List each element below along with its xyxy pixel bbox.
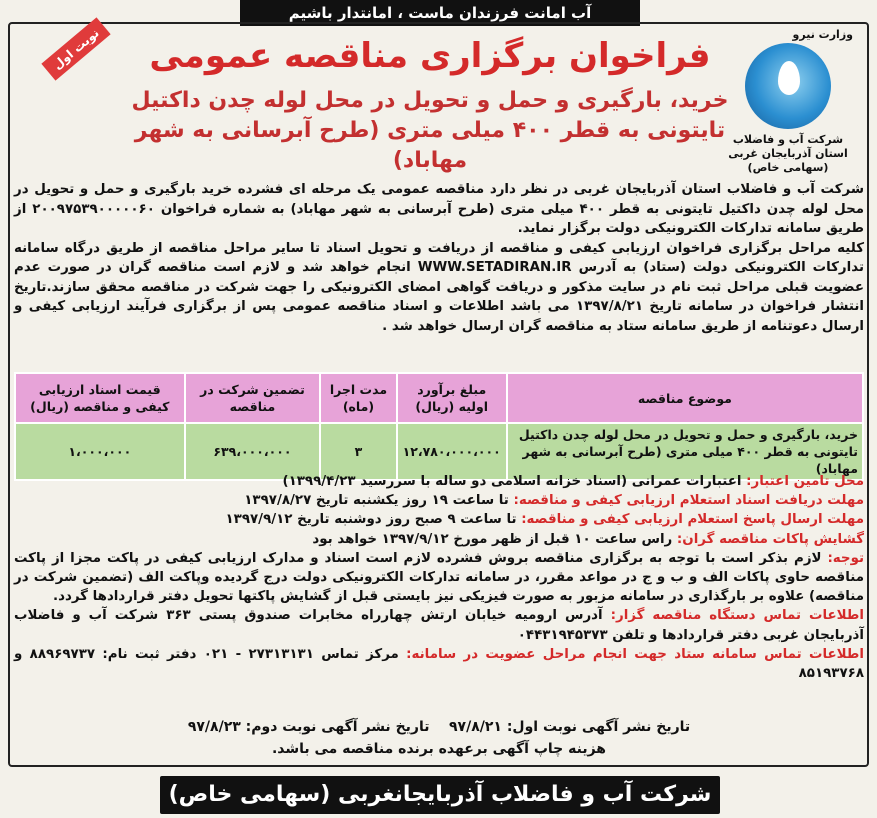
note-text: لازم بذکر است با توجه به برگزاری مناقصه بروش فشرده لازم است اسناد و مدارک ارزیابی کیفی در پاکت مجزا از پاکت مناقصه حاوی پاکات الف و ب و ج در مواعد مقرر، در سامانه تدارکات الکترونیکی دولت درج گردیده وپاکت الف (تضمین شرکت در مناقصه) علاوه بر بارگذاری در سامانه مزبور به صورت فیزیکی نیز بایستی قبل از گشایش پاکتها تحویل دفتر قراردادها گردد. <box>14 550 864 605</box>
cell-duration: ۳ <box>320 423 396 480</box>
header-estimate: مبلغ برآورد اولیه (ریال) <box>397 373 507 423</box>
submit-deadline-text: تا ساعت ۹ صبح روز دوشنبه تاریخ ۱۳۹۷/۹/۱۲ <box>225 512 522 528</box>
receive-deadline-row <box>14 491 864 510</box>
cell-subject: خرید، بارگیری و حمل و تحویل در محل لوله چدن داکتیل تایتونی به قطر ۴۰۰ میلی متری (طرح آبرسانی به شهر مهاباد) <box>507 423 863 480</box>
setad-contact-row <box>14 645 864 683</box>
company-name-line1: شرکت آب و فاضلاب <box>732 133 844 146</box>
header-guarantee: تضمین شرکت در مناقصه <box>185 373 321 423</box>
publication-info <box>14 716 864 760</box>
funding-row <box>14 472 864 491</box>
company-name-line2: استان آذربایجان غربی <box>728 147 848 160</box>
note-label: توجه: <box>827 550 864 566</box>
header-doc-price: قیمت اسناد ارزیابی کیفی و مناقصه (ریال) <box>15 373 185 423</box>
subtitle-line1: خرید، بارگیری و حمل و تحویل در محل لوله چدن داکتیل <box>131 88 729 113</box>
second-publication-date: تاریخ نشر آگهی نوبت دوم: ۹۷/۸/۲۳ <box>187 719 430 735</box>
cell-doc-price: ۱،۰۰۰،۰۰۰ <box>15 423 185 480</box>
cell-estimate: ۱۲،۷۸۰،۰۰۰،۰۰۰ <box>397 423 507 480</box>
opening-row <box>14 530 864 549</box>
bottom-banner: شرکت آب و فاضلاب آذربایجانغربی (سهامی خاص) <box>160 776 720 814</box>
funding-text: اعتبارات عمرانی (اسناد خزانه اسلامی دو ساله با سررسید ۱۳۹۹/۴/۲۳) <box>282 474 747 489</box>
setad-contact-text: مرکز تماس ۲۷۳۱۳۱۳۱ - ۰۲۱ دفتر ثبت نام: ۸۸۹۶۹۷۳۷ و ۸۵۱۹۳۷۶۸ <box>14 646 864 682</box>
first-publication-date: تاریخ نشر آگهی نوبت اول: ۹۷/۸/۲۱ <box>449 719 691 735</box>
submit-deadline-row <box>14 510 864 529</box>
notice-details <box>14 472 864 683</box>
notice-title: فراخوان برگزاری مناقصه عمومی <box>149 36 711 76</box>
water-drop-logo-icon <box>745 43 831 129</box>
publication-dates <box>14 716 864 738</box>
subtitle-line2: تایتونی به قطر ۴۰۰ میلی متری (طرح آبرسانی به شهر مهاباد) <box>134 118 726 173</box>
paragraph-intro: شرکت آب و فاضلاب استان آذربایجان غربی در نظر دارد مناقصه عمومی یک مرحله ای فشرده خرید بارگیری و حمل و تحویل در محل لوله چدن داکتیل تایتونی به قطر ۴۰۰ میلی متری (طرح آبرسانی به شهر مهاباد) به شماره فراخوان ۲۰۰۹۷۵۳۹۰۰۰۰۰۶۰ از طریق سامانه تدارکات الکترونیکی دولت برگزار نماید. <box>14 182 865 236</box>
first-publication-ribbon: نوبت اول <box>41 17 110 80</box>
setad-contact-label: اطلاعات تماس سامانه ستاد جهت انجام مراحل عضویت در سامانه: <box>406 646 865 662</box>
paragraph-procedure: کلیه مراحل برگزاری فراخوان ارزیابی کیفی و مناقصه از دریافت و تحویل اسناد تا سایر مراحل مناقصه از طریق درگاه سامانه تدارکات الکترونیکی دولت (ستاد) به آدرس WWW.SETADIRAN.IR انجام خواهد شد و لازم است مناقصه گران در صورت عدم عضویت قبلی مراحل ثبت نام در سایت مذکور و دریافت گواهی امضای الکترونیکی را جهت شرکت در مناقصه محقق سازند.تاریخ انتشار فراخوان در سامانه تاریخ ۱۳۹۷/۸/۲۱ می باشد اطلاعات و اسناد مناقصه عمومی پس از برگزاری فرآیند ارزیابی کیفی و ارسال دعوتنامه از طریق سامانه ستاد به مناقصه گران ارسال خواهد شد . <box>14 240 864 334</box>
publication-cost: هزینه چاپ آگهی برعهده برنده مناقصه می باشد. <box>271 741 607 757</box>
notice-subtitle <box>120 86 740 176</box>
notice-body <box>14 180 864 336</box>
opening-label: گشایش پاکات مناقصه گران: <box>676 531 864 547</box>
ministry-label: وزارت نیرو <box>792 28 853 41</box>
header-duration: مدت اجرا (ماه) <box>320 373 396 423</box>
submit-deadline-label: مهلت ارسال پاسخ استعلام ارزیابی کیفی و مناقصه: <box>521 512 864 528</box>
receive-deadline-text: تا ساعت ۱۹ روز یکشنبه تاریخ ۱۳۹۷/۸/۲۷ <box>244 493 514 509</box>
receive-deadline-label: مهلت دریافت اسناد استعلام ارزیابی کیفی و مناقصه: <box>513 493 864 509</box>
table-header-row <box>15 373 863 423</box>
contact-row <box>14 606 864 644</box>
top-banner: آب امانت فرزندان ماست ، امانتدار باشیم <box>240 0 640 26</box>
funding-label: محل تامین اعتبار: <box>746 474 864 489</box>
contact-label: اطلاعات تماس دستگاه مناقصه گزار: <box>610 608 865 624</box>
contact-text: آدرس ارومیه خیابان ارتش چهارراه مخابرات صندوق پستی ۳۶۳ شرکت آب و فاضلاب آذربایجان غربی دفتر قراردادها و تلفن ۰۴۴۳۱۹۴۵۳۷۳ <box>14 608 864 643</box>
opening-text: راس ساعت ۱۰ قبل از ظهر مورخ ۱۳۹۷/۹/۱۲ خواهد بود <box>312 531 677 547</box>
company-name-line3: (سهامی خاص) <box>747 161 829 174</box>
tender-table <box>14 372 864 481</box>
cell-guarantee: ۶۳۹،۰۰۰،۰۰۰ <box>185 423 321 480</box>
note-row <box>14 549 864 607</box>
header-subject: موضوع مناقصه <box>507 373 863 423</box>
